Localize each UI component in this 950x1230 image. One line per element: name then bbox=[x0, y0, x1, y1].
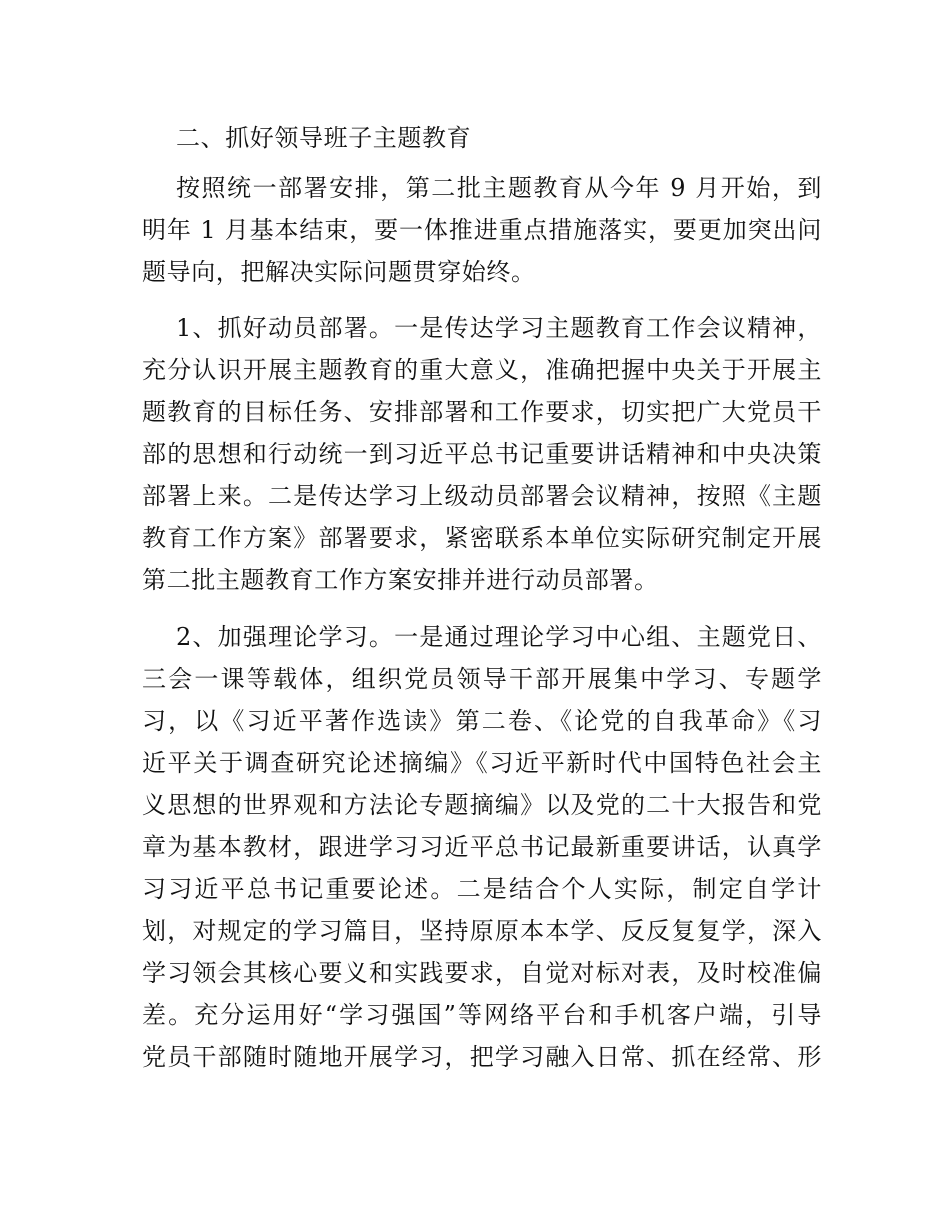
paragraph-1-line-1: 按照统一部署安排，第二批主题教育从今年 9 月开始，到 bbox=[176, 174, 822, 202]
paragraph-3-line-7: 习习近平总书记重要论述。二是结合个人实际，制定自学计 bbox=[142, 875, 822, 903]
paragraph-3-line-10: 差。充分运用好“学习强国”等网络平台和手机客户端，引导 bbox=[142, 1001, 822, 1029]
paragraph-2-line-3: 题教育的目标任务、安排部署和工作要求，切实把广大党员干 bbox=[142, 398, 822, 426]
paragraph-2-line-1: 1、抓好动员部署。一是传达学习主题教育工作会议精神， bbox=[176, 314, 822, 342]
paragraph-2-line-5: 部署上来。二是传达学习上级动员部署会议精神，按照《主题 bbox=[142, 482, 822, 510]
paragraph-3-line-1: 2、加强理论学习。一是通过理论学习中心组、主题党日、 bbox=[176, 623, 822, 651]
paragraph-3-line-8: 划，对规定的学习篇目，坚持原原本本学、反反复复学，深入 bbox=[142, 917, 822, 945]
paragraph-3-line-9: 学习领会其核心要义和实践要求，自觉对标对表，及时校准偏 bbox=[142, 959, 822, 987]
section-heading: 二、抓好领导班子主题教育 bbox=[176, 124, 472, 152]
paragraph-2-line-6: 教育工作方案》部署要求，紧密联系本单位实际研究制定开展 bbox=[142, 524, 822, 552]
paragraph-1-line-3: 题导向，把解决实际问题贯穿始终。 bbox=[142, 258, 536, 286]
paragraph-3-line-5: 义思想的世界观和方法论专题摘编》以及党的二十大报告和党 bbox=[142, 791, 822, 819]
paragraph-3-line-2: 三会一课等载体，组织党员领导干部开展集中学习、专题学 bbox=[142, 665, 822, 693]
paragraph-3-line-6: 章为基本教材，跟进学习习近平总书记最新重要讲话，认真学 bbox=[142, 833, 822, 861]
paragraph-3-line-4: 近平关于调查研究论述摘编》《习近平新时代中国特色社会主 bbox=[142, 749, 822, 777]
paragraph-2-line-7: 第二批主题教育工作方案安排并进行动员部署。 bbox=[142, 566, 659, 594]
paragraph-1-line-2: 明年 1 月基本结束，要一体推进重点措施落实，要更加突出问 bbox=[142, 216, 822, 244]
paragraph-2-line-2: 充分认识开展主题教育的重大意义，准确把握中央关于开展主 bbox=[142, 356, 822, 384]
paragraph-2-line-4: 部的思想和行动统一到习近平总书记重要讲话精神和中央决策 bbox=[142, 440, 822, 468]
paragraph-3-line-3: 习，以《习近平著作选读》第二卷、《论党的自我革命》《习 bbox=[142, 707, 822, 735]
paragraph-3-line-11: 党员干部随时随地开展学习，把学习融入日常、抓在经常、形 bbox=[142, 1043, 822, 1071]
